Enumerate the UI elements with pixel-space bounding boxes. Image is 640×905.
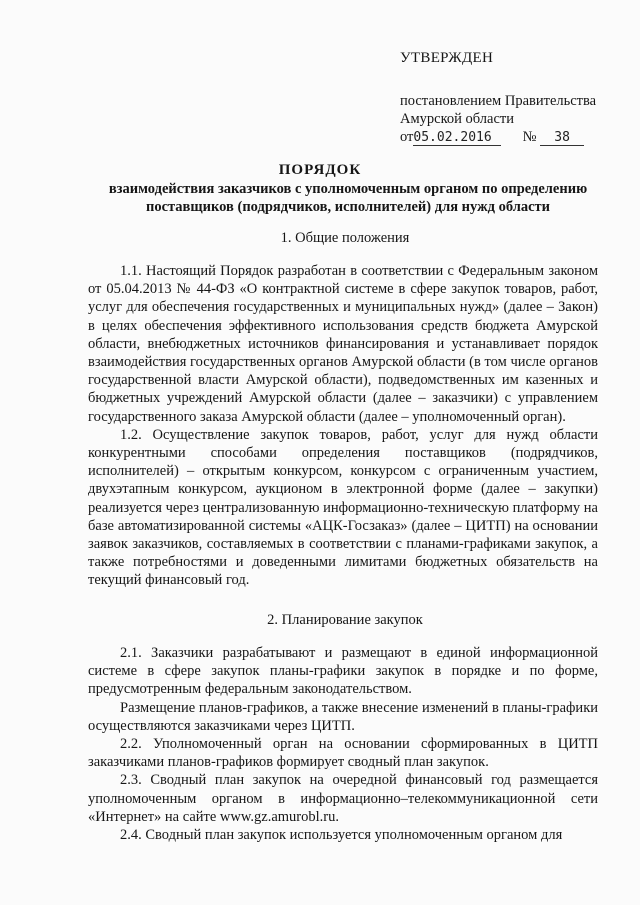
paragraph-1-2: 1.2. Осуществление закупок товаров, работ, услуг для нужд области конкурентными способами определения поставщиков (подрядчиков, исполнителей) – открытым конкурсом, конкурсом с ограниченным участием, двухэтапным конкурсом, аукционом в электронной форме (далее – закупки) реализуется через централизованную информационно-техническую платформу на базе автоматизированной системы «АЦК-Госзаказ» (далее – ЦИТП) на основании заявок заказчиков, составляемых в соответствии с планами-графиками закупок, а также потребностями и доведенными лимитами бюджетных обязательств на текущий финансовый год. <box>88 426 598 589</box>
paragraph-1-1: 1.1. Настоящий Порядок разработан в соответствии с Федеральным законом от 05.04.2013 № 44-ФЗ «О контрактной системе в сфере закупок товаров, работ, услуг для обеспечения государственных и муниципальных нужд» (далее – Закон) в целях обеспечения эффективного использования средств бюджета Амурской области, внебюджетных источников финансирования и устанавливает порядок взаимодействия государственных органов Амурской области (в том числе органов государственной власти Амурской области), подведомственных им казенных и бюджетных учреждений Амурской области (далее – заказчики) с управлением государственного заказа Амурской области (далее – уполномоченный орган). <box>88 263 598 425</box>
section-heading-2: 2. Планирование закупок <box>267 612 423 628</box>
section-2-body <box>88 644 598 844</box>
date-value: 05.02.2016 <box>413 130 492 145</box>
paragraph-2-1: 2.1. Заказчики разрабатывают и размещают в единой информационной системе в сфере закупок планы-графики закупок в порядке и по форме, предусмотренным федеральным законодательством. <box>88 645 598 698</box>
section-heading-1: 1. Общие положения <box>280 230 410 246</box>
number-value: 38 <box>554 130 570 145</box>
paragraph-2-2: 2.2. Уполномоченный орган на основании сформированных в ЦИТП заказчиками планов-графиков формирует сводный план закупок. <box>88 736 598 771</box>
from-label: от <box>400 129 414 145</box>
decree-line-1: постановлением Правительства <box>400 93 597 109</box>
number-label: № <box>522 129 537 145</box>
decree-line-2: Амурской области <box>400 111 514 127</box>
date-number-line <box>400 128 596 148</box>
approval-stamp-title: УТВЕРЖДЕН <box>400 50 494 66</box>
paragraph-2-1-note: Размещение планов-графиков, а также внесение изменений в планы-графики осуществляются заказчиками через ЦИТП. <box>88 699 598 734</box>
section-1-body <box>88 262 598 590</box>
paragraph-2-3: 2.3. Сводный план закупок на очередной финансовый год размещается уполномоченным органом в информационно–телекоммуникационной сети «Интернет» на сайте www.gz.amurobl.ru. <box>88 772 598 825</box>
approval-block <box>400 92 596 148</box>
document-title: ПОРЯДОК <box>278 162 362 178</box>
document-subtitle: взаимодействия заказчиков с уполномоченным органом по определению поставщиков (подрядчиков, исполнителей) для нужд области <box>108 181 588 215</box>
paragraph-2-4: 2.4. Сводный план закупок используется уполномоченным органом для <box>120 827 563 844</box>
number-field <box>540 130 584 146</box>
date-field <box>413 130 501 146</box>
